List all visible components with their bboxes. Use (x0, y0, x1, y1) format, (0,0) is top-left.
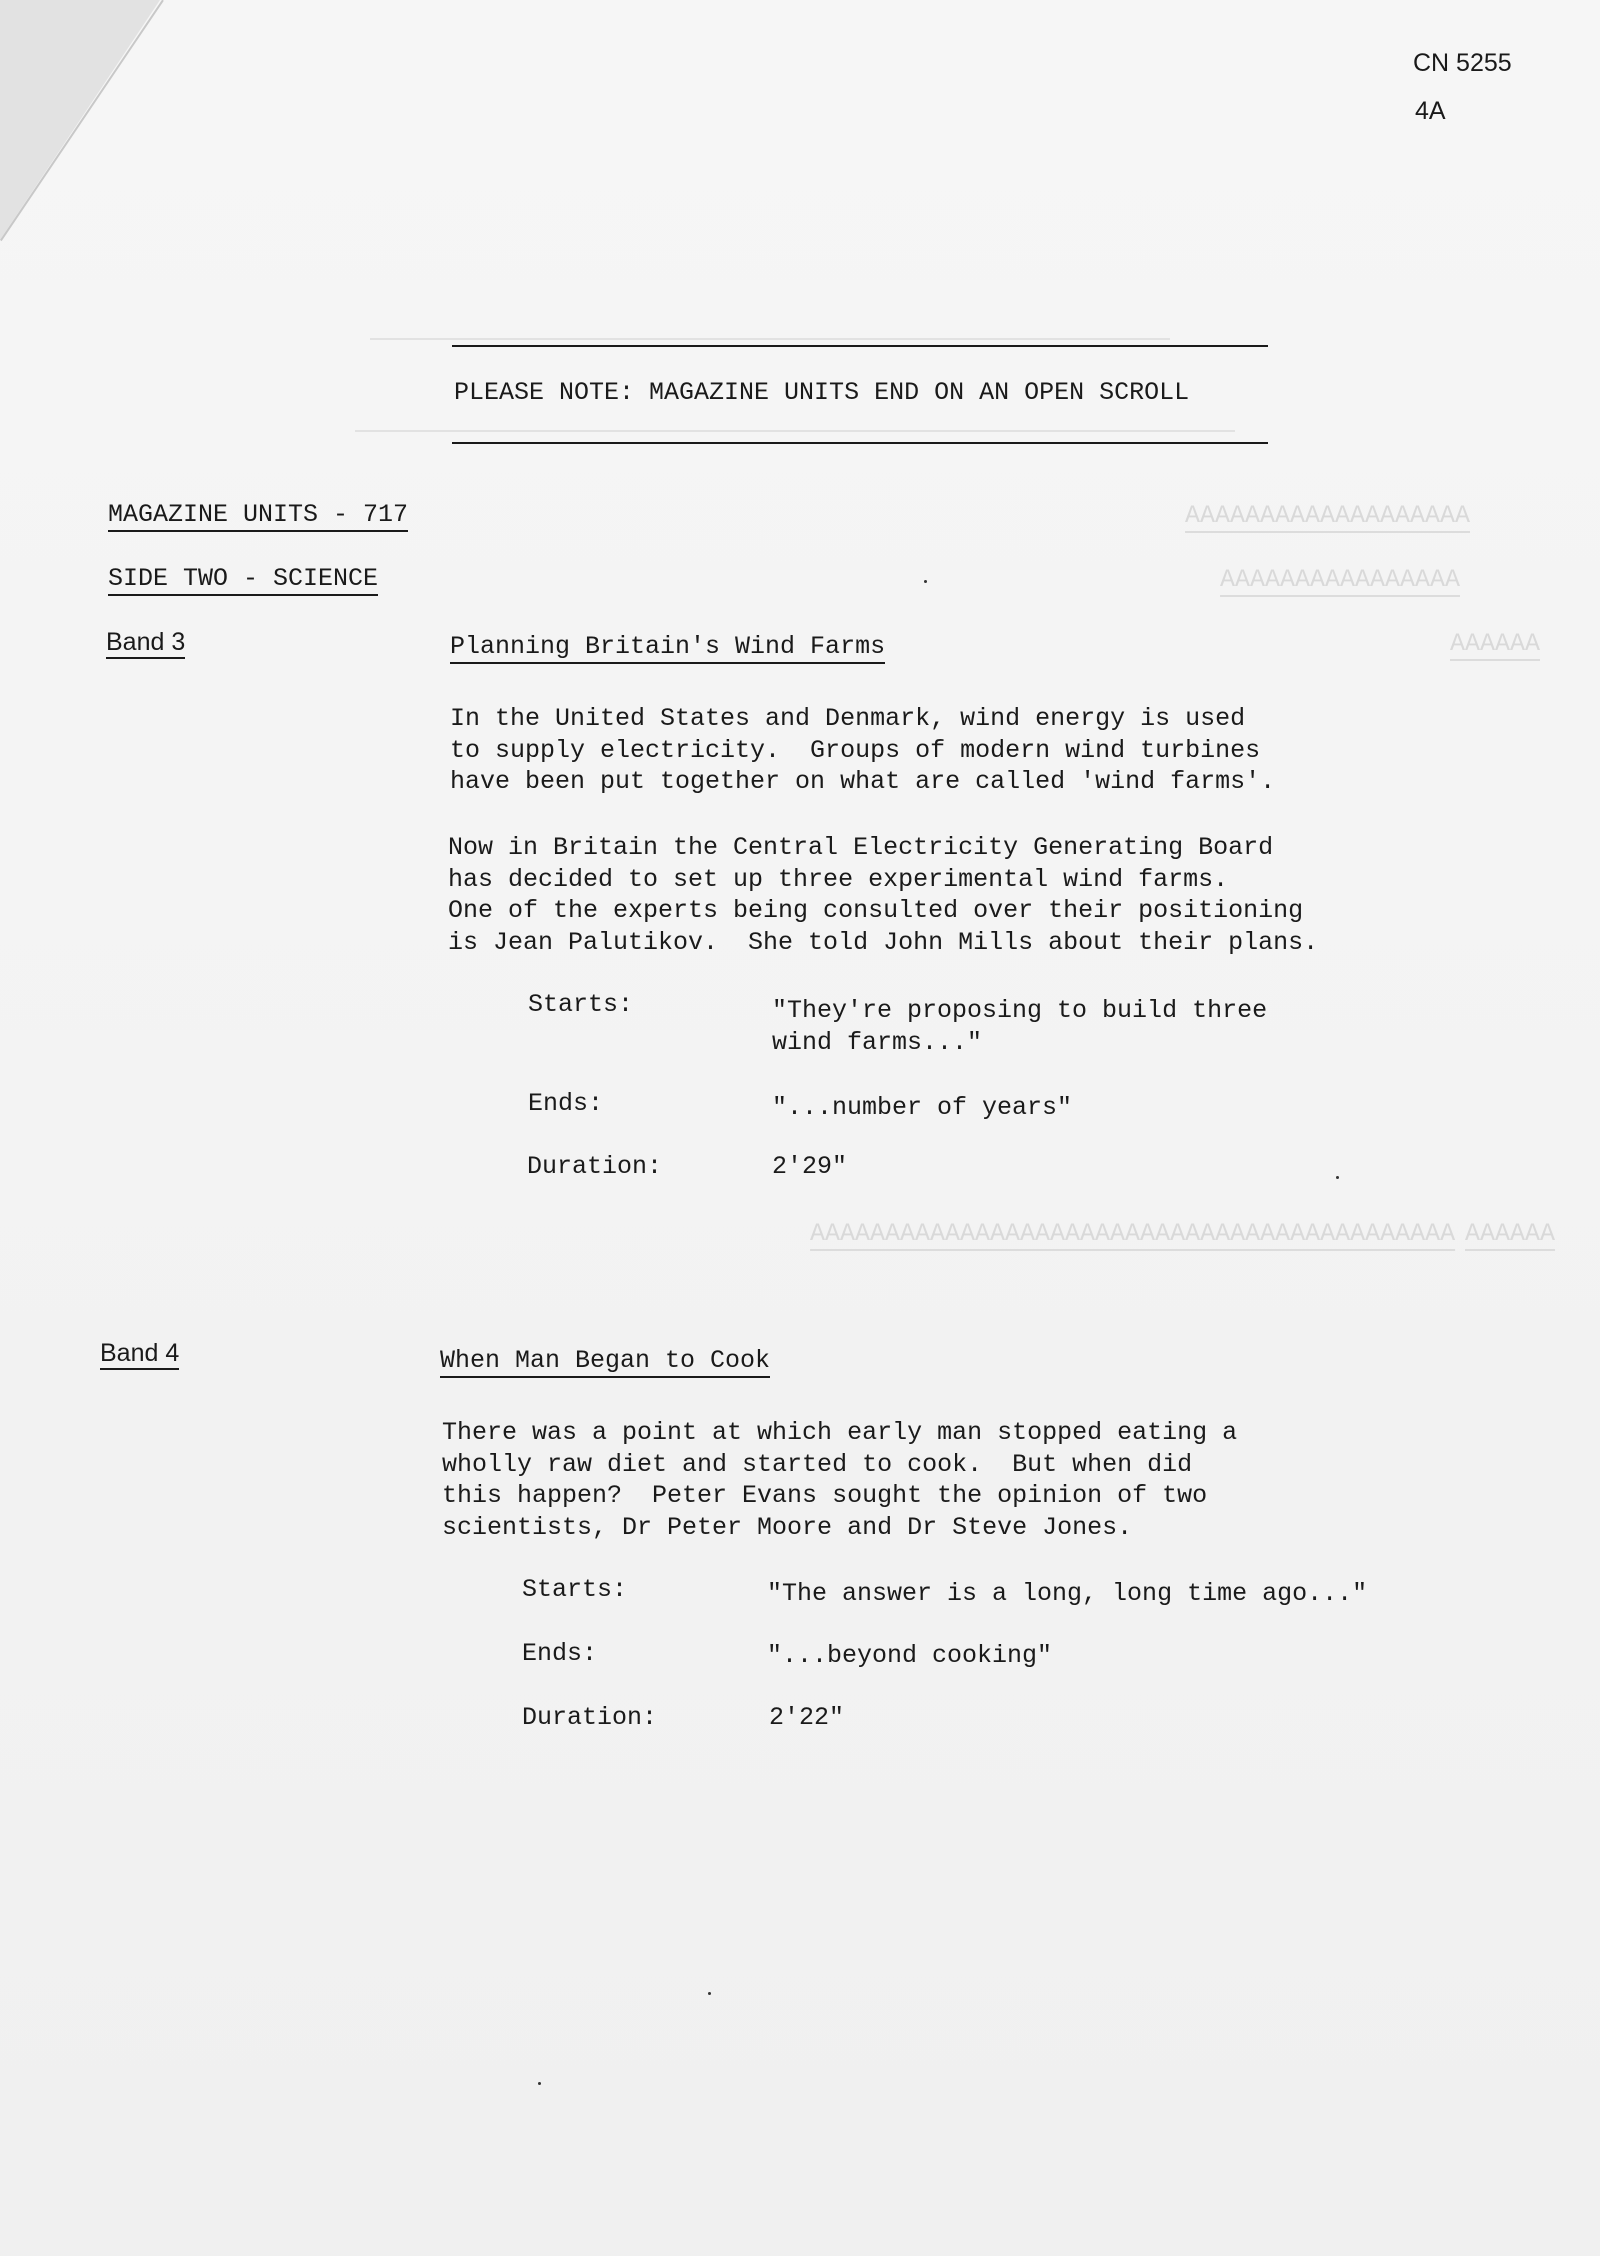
notice-text: PLEASE NOTE: MAGAZINE UNITS END ON AN OPEN SCROLL (454, 378, 1190, 407)
band-3-title: Planning Britain's Wind Farms (450, 632, 885, 664)
show-through-mark: AAAAAAAAAAAAAAAAAAA (1185, 500, 1470, 533)
notice-rule-bottom (452, 442, 1268, 444)
band-3-duration-value: 2'29" (772, 1152, 848, 1181)
band-4-ends-label: Ends: (522, 1639, 598, 1668)
page-number: 4A (1415, 97, 1446, 125)
unit-side: SIDE TWO - SCIENCE (108, 564, 378, 596)
band-3-starts-value: "They're proposing to build three wind farms..." (772, 996, 1268, 1057)
show-through-mark: AAAAAAAAAAAAAAAAAAAAAAAAAAAAAAAAAAAAAAAAAAA (810, 1218, 1455, 1251)
band-4-duration-value: 2'22" (769, 1703, 845, 1732)
band-4-title: When Man Began to Cook (440, 1346, 770, 1378)
paper-speck (708, 1992, 711, 1995)
paper-speck (1336, 1176, 1339, 1179)
document-reference: CN 5255 (1413, 49, 1512, 77)
band-4-ends-value: "...beyond cooking" (767, 1641, 1053, 1670)
band-4-label: Band 4 (100, 1339, 179, 1370)
band-3-starts-label: Starts: (528, 990, 634, 1019)
band-3-duration-label: Duration: (527, 1152, 663, 1181)
notice-rule-top (452, 345, 1268, 347)
paper-speck (538, 2082, 541, 2085)
band-3-label: Band 3 (106, 628, 185, 659)
band-4-paragraph-1: There was a point at which early man stopped eating a wholly raw diet and started to cook. But when did this happen? Peter Evans sought the opinion of two scientists, Dr Peter Moore and Dr Steve Jones. (442, 1418, 1238, 1542)
band-3-ends-label: Ends: (528, 1089, 604, 1118)
band-4-starts-label: Starts: (522, 1575, 628, 1604)
show-through-mark: AAAAAA (1465, 1218, 1555, 1251)
band-3-ends-value: "...number of years" (772, 1093, 1073, 1122)
band-4-starts-value: "The answer is a long, long time ago..." (767, 1579, 1368, 1608)
band-4-duration-label: Duration: (522, 1703, 658, 1732)
show-through-rule (355, 430, 1235, 432)
band-3-paragraph-2: Now in Britain the Central Electricity Generating Board has decided to set up three experimental wind farms. One of the experts being consulted over their positioning is Jean Palutikov. She told John Mills about their plans. (448, 833, 1319, 957)
paper-speck (924, 580, 927, 583)
band-3-paragraph-1: In the United States and Denmark, wind energy is used to supply electricity. Groups of modern wind turbines have been put together on what are called 'wind farms'. (450, 704, 1276, 796)
show-through-mark: AAAAAA (1450, 628, 1540, 661)
unit-title: MAGAZINE UNITS - 717 (108, 500, 408, 532)
show-through-rule (370, 338, 1170, 340)
show-through-mark: AAAAAAAAAAAAAAAA (1220, 564, 1460, 597)
